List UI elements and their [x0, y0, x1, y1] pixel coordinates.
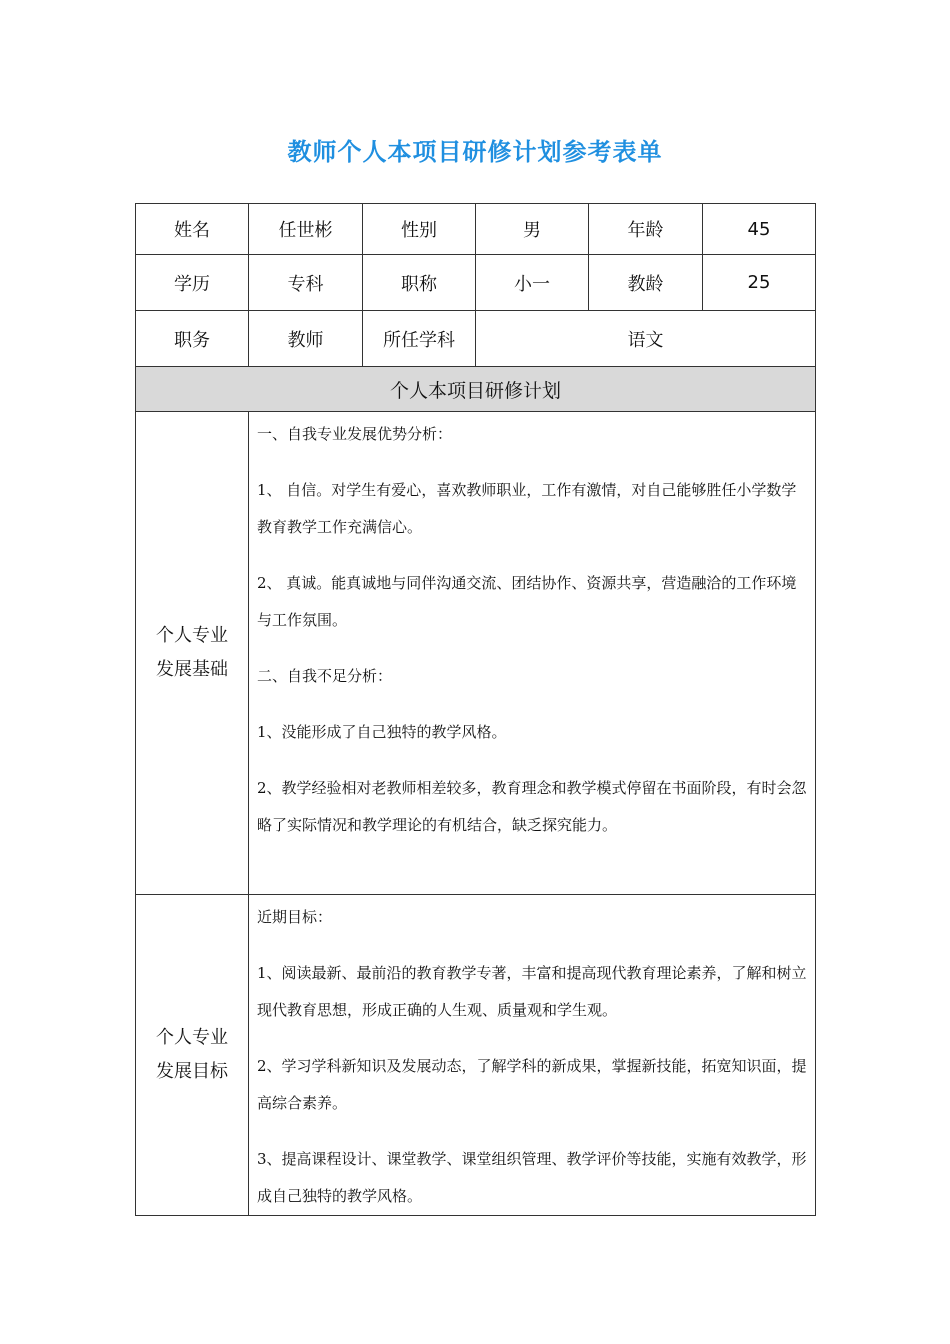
goals-row [136, 895, 816, 1216]
goals-paragraph: 2、学习学科新知识及发展动态，了解学科的新成果，掌握新技能，拓宽知识面，提高综合素养。 [257, 1057, 807, 1112]
section-title: 个人本项目研修计划 [136, 367, 816, 412]
basis-paragraph: 一、自我专业发展优势分析： [257, 425, 453, 443]
goals-label-line-2: 发展目标 [156, 1061, 228, 1082]
education-label: 学历 [136, 255, 249, 311]
teaching-years-value: 25 [703, 255, 816, 311]
info-row-3 [136, 311, 816, 367]
subject-value: 语文 [476, 311, 816, 367]
goals-label [136, 895, 249, 1216]
info-row-2 [136, 255, 816, 311]
goals-paragraph: 3、提高课程设计、课堂教学、课堂组织管理、教学评价等技能，实施有效教学，形成自己独特的教学风格。 [257, 1150, 807, 1205]
basis-paragraph: 2、 真诚。能真诚地与同伴沟通交流、团结协作、资源共享，营造融洽的工作环境与工作氛围。 [257, 574, 797, 629]
basis-content [249, 412, 816, 895]
goals-label-line-1: 个人专业 [156, 1027, 228, 1048]
basis-label-line-1: 个人专业 [156, 625, 228, 646]
position-value: 教师 [249, 311, 363, 367]
basis-paragraph: 2、教学经验相对老教师相差较多，教育理念和教学模式停留在书面阶段，有时会忽略了实际情况和教学理论的有机结合，缺乏探究能力。 [257, 779, 807, 834]
section-header-row [136, 367, 816, 412]
teaching-years-label: 教龄 [589, 255, 703, 311]
goals-content [249, 895, 816, 1216]
position-label: 职务 [136, 311, 249, 367]
basis-paragraph: 1、没能形成了自己独特的教学风格。 [257, 723, 507, 741]
age-label: 年龄 [589, 204, 703, 255]
plan-form-table [135, 203, 816, 1216]
page-title: 教师个人本项目研修计划参考表单 [287, 138, 663, 166]
basis-row [136, 412, 816, 895]
gender-value: 男 [476, 204, 589, 255]
name-label: 姓名 [136, 204, 249, 255]
gender-label: 性别 [363, 204, 476, 255]
age-value: 45 [703, 204, 816, 255]
title-rank-label: 职称 [363, 255, 476, 311]
goals-paragraph: 1、阅读最新、最前沿的教育教学专著，丰富和提高现代教育理论素养，了解和树立现代教育思想，形成正确的人生观、质量观和学生观。 [257, 964, 807, 1019]
basis-paragraph: 1、 自信。对学生有爱心，喜欢教师职业，工作有激情，对自己能够胜任小学数学教育教学工作充满信心。 [257, 481, 797, 536]
title-rank-value: 小一 [476, 255, 589, 311]
basis-label-line-2: 发展基础 [156, 659, 228, 680]
goals-paragraph: 近期目标： [257, 908, 333, 926]
education-value: 专科 [249, 255, 363, 311]
basis-label [136, 412, 249, 895]
name-value: 任世彬 [249, 204, 363, 255]
basis-paragraph: 二、自我不足分析： [257, 667, 393, 685]
info-row-1 [136, 204, 816, 255]
subject-label: 所任学科 [363, 311, 476, 367]
